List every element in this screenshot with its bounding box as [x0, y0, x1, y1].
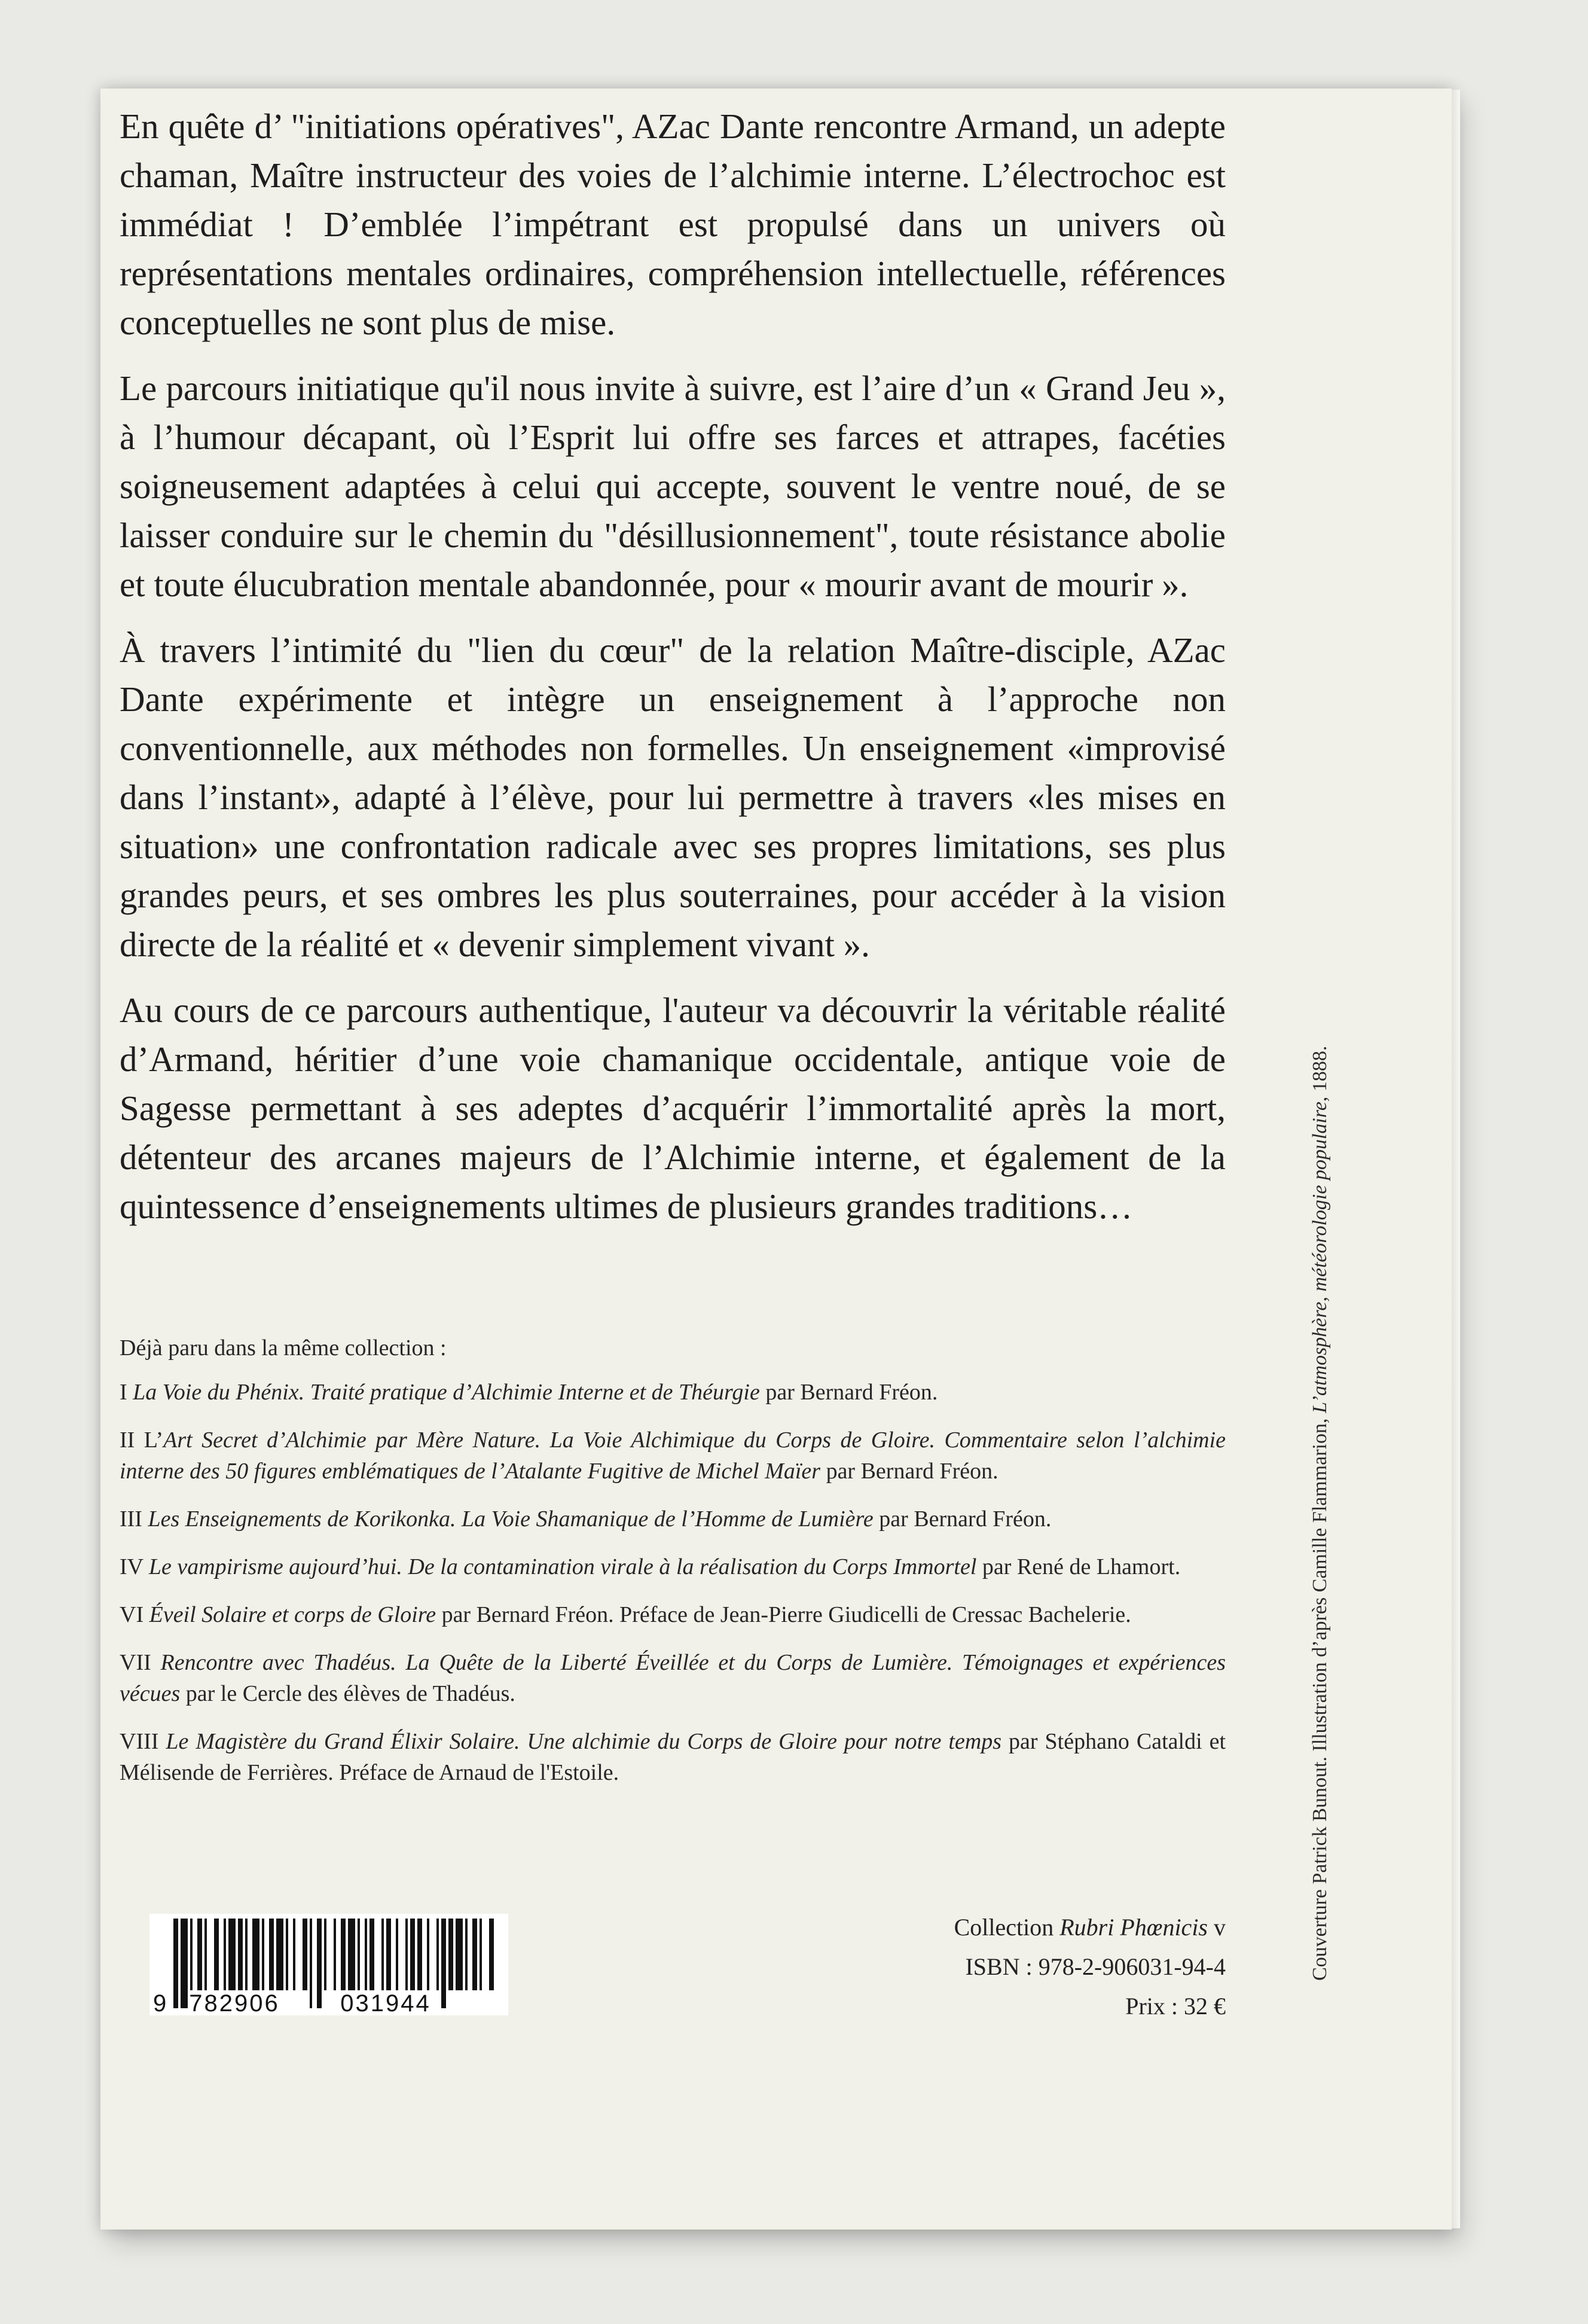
list-item [120, 1599, 1226, 1630]
credit-work-title: L’atmosphère, météorologie populaire [1309, 1102, 1331, 1414]
barcode-bar [245, 1919, 248, 1990]
list-item [120, 1425, 1226, 1487]
barcode-bar [369, 1919, 374, 1990]
barcode-bar [303, 1919, 307, 1990]
entry-number: VI [120, 1602, 144, 1627]
cover-credit [1308, 964, 1332, 1981]
barcode-bar [269, 1919, 274, 1990]
entry-number: IV [120, 1554, 143, 1579]
barcode-bar [489, 1919, 494, 1990]
barcode-bar [173, 1919, 178, 2008]
collection-line [837, 1908, 1226, 1947]
barcode-bar [214, 1919, 219, 1990]
barcode-graphic [149, 1914, 508, 2015]
barcode-bar [190, 1919, 193, 1990]
barcode-bar [197, 1919, 202, 1990]
entry-author: par le Cercle des élèves de Thadéus. [185, 1681, 515, 1706]
barcode-bar [238, 1919, 243, 1990]
barcode-bar [410, 1919, 415, 1990]
blurb-text [120, 102, 1226, 1248]
blurb-paragraph-1: En quête d’ "initiations opératives", AZac Dante rencontre Armand, un adepte chaman, Maître instructeur des voies de l’alchimie interne. L’électrochoc est immédiat ! D’emblée l’impétrant est propulsé dans un univers où représentations mentales ordinaires, compréhension intellectuelle, références conceptuelles ne sont plus de mise. [120, 106, 1226, 342]
entry-author: par Bernard Fréon. [879, 1506, 1052, 1532]
barcode-digits-right: 031944 [340, 1990, 431, 2015]
entry-number: II L’ [120, 1428, 164, 1453]
collection-suffix: v [1214, 1914, 1226, 1941]
barcode-bar [324, 1919, 326, 1990]
barcode-bar [252, 1919, 259, 1990]
barcode-bar [405, 1919, 408, 1990]
barcode-bar [224, 1919, 226, 1990]
barcode-bar [341, 1919, 346, 1990]
barcode-bar [465, 1919, 468, 1990]
entry-title: Art Secret d’Alchimie par Mère Nature. La Voie Alchimique du Corps de Gloire. Commentaire selon l’alchimie interne des 50 figures emblématiques de l’Atalante Fugitive de Michel Maïer [120, 1428, 1226, 1484]
collection-prefix: Collection [954, 1914, 1054, 1941]
colophon [837, 1908, 1226, 2026]
barcode-bar [365, 1919, 367, 1990]
collection-name: Rubri Phœnicis [1059, 1914, 1208, 1941]
entry-number: I [120, 1380, 127, 1405]
isbn-line: ISBN : 978-2-906031-94-4 [965, 1953, 1226, 1980]
barcode-digits-left: 782906 [189, 1990, 280, 2015]
collection-heading: Déjà paru dans la même collection : [120, 1335, 447, 1361]
barcode-bar [286, 1919, 288, 1990]
barcode-bar [386, 1919, 391, 1990]
barcode-bar [228, 1919, 236, 1990]
barcode-bar [348, 1919, 355, 1990]
collection-list [120, 1332, 1226, 1805]
barcode-bar [293, 1919, 295, 1990]
barcode-bar [381, 1919, 384, 1990]
entry-number: VII [120, 1650, 151, 1675]
barcode-bar [448, 1919, 453, 1990]
entry-title: Éveil Solaire et corps de Gloire [149, 1602, 436, 1627]
barcode-bar [262, 1919, 264, 1990]
barcode-bar [480, 1919, 482, 1990]
entry-title: Rencontre avec Thadéus. La Quête de la Liberté Éveillée et du Corps de Lumière. Témoignages et expériences vécues [120, 1650, 1226, 1706]
barcode-digit-lead: 9 [153, 1990, 167, 2015]
barcode-bar [317, 1919, 322, 2008]
entry-title: La Voie du Phénix. Traité pratique d’Alchimie Interne et de Théurgie [133, 1380, 760, 1405]
credit-text: Couverture Patrick Bunout. Illustration d’après Camille Flammarion, [1309, 1418, 1331, 1981]
barcode-bar [358, 1919, 360, 1990]
barcode-bar [427, 1919, 429, 1990]
blurb-paragraph-2: Le parcours initiatique qu'il nous invite à suivre, est l’aire d’un « Grand Jeu », à l’humour décapant, où l’Esprit lui offre ses farces et attrapes, facéties soigneusement adaptées à celui qui accepte, souvent le ventre noué, de se laisser conduire sur le chemin du "désillusionnement", toute résistance abolie et toute élucubration mentale abandonnée, pour « mourir avant de mourir ». [120, 368, 1226, 604]
barcode-bar [181, 1919, 188, 2008]
isbn-barcode [149, 1914, 508, 2015]
barcode-bar [396, 1919, 398, 1990]
barcode-bar [310, 1919, 312, 2008]
barcode-bar [334, 1919, 336, 1990]
barcode-bar [204, 1919, 207, 1990]
list-item [120, 1647, 1226, 1709]
entry-title: Le Magistère du Grand Élixir Solaire. Une alchimie du Corps de Gloire pour notre temps [166, 1729, 1002, 1754]
barcode-bar [417, 1919, 422, 1990]
barcode-bar [441, 1919, 446, 2008]
entry-author: par René de Lhamort. [982, 1554, 1181, 1579]
entry-author: par Stéphano Cataldi et Mélisende de Ferrières. Préface de Arnaud de l'Estoile. [120, 1729, 1226, 1785]
list-item [120, 1503, 1226, 1535]
page-edge [1452, 90, 1460, 2228]
entry-title: Les Enseignements de Korikonka. La Voie Shamanique de l’Homme de Lumière [148, 1506, 874, 1532]
barcode-bar [456, 1919, 463, 1990]
blurb-paragraph-3: À travers l’intimité du "lien du cœur" de la relation Maître-disciple, AZac Dante expérimente et intègre un enseignement à l’approche non conventionnelle, aux méthodes non formelles. Un enseignement «improvisé dans l’instant», adapté à l’élève, pour lui permettre à travers «les mises en situation» une confrontation radicale avec ses propres limitations, ses plus grandes peurs, et ses ombres les plus souterraines, pour accéder à la vision directe de la réalité et « devenir simplement vivant ». [120, 630, 1226, 964]
list-item [120, 1726, 1226, 1788]
entry-number: VIII [120, 1729, 159, 1754]
entry-author: par Bernard Fréon. [826, 1459, 998, 1484]
price-line: Prix : 32 € [1125, 1993, 1226, 2020]
list-item [120, 1551, 1226, 1582]
barcode-bar [436, 1919, 439, 1990]
entry-author: par Bernard Fréon. [765, 1380, 938, 1405]
barcode-bar [472, 1919, 477, 1990]
blurb-paragraph-4: Au cours de ce parcours authentique, l'auteur va découvrir la véritable réalité d’Armand, héritier d’une voie chamanique occidentale, antique voie de Sagesse permettant à ses adeptes d’acquérir l’immortalité après la mort, détenteur des arcanes majeurs de l’Alchimie interne, et également de la quintessence d’enseignements ultimes de plusieurs grandes traditions… [120, 990, 1226, 1226]
credit-year: , 1888. [1309, 1045, 1331, 1102]
entry-author: par Bernard Fréon. Préface de Jean-Pierre Giudicelli de Cressac Bachelerie. [441, 1602, 1131, 1627]
list-item [120, 1377, 1226, 1408]
entry-number: III [120, 1506, 142, 1532]
entry-title: Le vampirisme aujourd’hui. De la contamination virale à la réalisation du Corps Immortel [148, 1554, 977, 1579]
barcode-bar [276, 1919, 283, 1990]
